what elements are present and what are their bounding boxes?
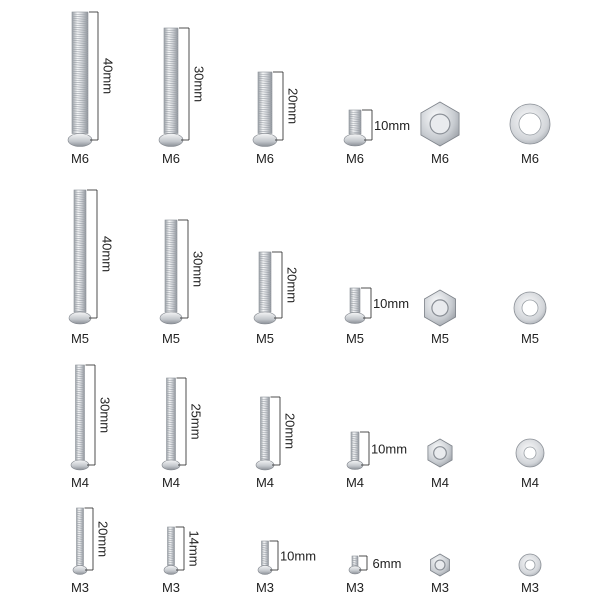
length-bracket [177, 378, 187, 465]
bolt [346, 556, 401, 595]
washer-hole [519, 113, 541, 135]
bolt [71, 365, 113, 490]
length-label: 20mm [284, 266, 300, 304]
size-label: M6 [255, 151, 275, 166]
size-label: M6 [161, 151, 181, 166]
length-bracket [270, 541, 279, 570]
bolt [162, 378, 204, 490]
bolt-head [162, 460, 180, 470]
flat-washer [510, 104, 550, 166]
length-label: 6mm [372, 556, 402, 571]
length-label: 10mm [279, 548, 317, 564]
bolt-head [344, 134, 366, 146]
bolt-head [253, 134, 277, 147]
length-label: 20mm [95, 520, 111, 558]
bolt [68, 12, 116, 166]
bolt [71, 508, 111, 595]
length-label: 30mm [191, 65, 207, 103]
size-label: M3 [161, 580, 181, 595]
length-bracket [179, 28, 189, 140]
length-label: 20mm [282, 412, 298, 450]
length-bracket [89, 12, 98, 140]
hex-nut [431, 554, 450, 595]
nut-size-label: M5 [430, 331, 450, 346]
nut-size-label: M6 [430, 151, 450, 166]
washer-size-label: M6 [520, 151, 540, 166]
washer-hole [522, 300, 538, 316]
bolt-head [69, 312, 91, 324]
length-bracket [273, 72, 283, 140]
bolt-head [345, 313, 365, 324]
length-bracket [361, 288, 371, 318]
flat-washer [514, 292, 546, 346]
size-label: M3 [345, 580, 365, 595]
bolt [345, 288, 409, 346]
nut-hole [435, 560, 445, 570]
bolt [69, 190, 115, 346]
length-label: 10mm [370, 441, 408, 457]
washer-size-label: M4 [520, 475, 540, 490]
length-bracket [176, 527, 185, 570]
length-bracket [362, 110, 372, 140]
bolt-head [164, 566, 178, 575]
bolt-shaft [262, 541, 269, 566]
row-m5 [69, 190, 546, 346]
bolt [256, 397, 298, 490]
flat-washer [516, 439, 544, 490]
flat-washer [519, 554, 541, 595]
bolt-head [160, 312, 182, 324]
size-label: M6 [70, 151, 90, 166]
length-bracket [85, 508, 94, 570]
bolt [254, 252, 300, 346]
bolt-head [73, 566, 87, 575]
size-label: M4 [161, 475, 181, 490]
row-m3 [71, 508, 541, 595]
length-bracket [178, 220, 188, 318]
size-label: M3 [70, 580, 90, 595]
size-label: M4 [255, 475, 275, 490]
length-label: 40mm [99, 235, 115, 273]
length-label: 10mm [373, 118, 411, 133]
hex-nut [424, 290, 455, 346]
bolt [159, 28, 207, 166]
bolt [253, 72, 301, 166]
bolt-head [256, 460, 274, 470]
bolt-head [68, 134, 92, 147]
hex-nut [421, 102, 459, 166]
length-label: 20mm [285, 87, 301, 125]
bolt [162, 527, 202, 595]
bolt [160, 220, 206, 346]
length-label: 10mm [372, 296, 410, 311]
size-label: M3 [255, 580, 275, 595]
length-bracket [272, 252, 282, 318]
length-label: 14mm [186, 530, 202, 567]
bolt [256, 541, 316, 595]
length-bracket [86, 365, 96, 465]
hex-nut [428, 439, 452, 490]
size-label: M6 [345, 151, 365, 166]
row-m4 [71, 365, 544, 490]
bolt-head [254, 312, 276, 324]
size-label: M4 [70, 475, 90, 490]
length-label: 40mm [100, 57, 116, 95]
size-label: M5 [70, 331, 90, 346]
nut-size-label: M4 [430, 475, 450, 490]
bolt-shaft [167, 378, 176, 460]
nut-hole [430, 114, 450, 134]
nut-hole [434, 447, 447, 460]
length-bracket [87, 190, 97, 318]
size-label: M5 [345, 331, 365, 346]
bolt-shaft [350, 288, 360, 313]
length-label: 30mm [190, 250, 206, 288]
washer-size-label: M5 [520, 331, 540, 346]
bolt [344, 110, 410, 166]
length-bracket [271, 397, 281, 465]
size-label: M4 [345, 475, 365, 490]
bolt-shaft [76, 365, 85, 460]
length-label: 25mm [188, 403, 204, 440]
row-m6 [68, 12, 550, 166]
washer-hole [524, 447, 536, 459]
bolt-head [159, 134, 183, 147]
nut-hole [432, 300, 448, 316]
size-label: M5 [161, 331, 181, 346]
washer-hole [525, 560, 535, 570]
bolt [346, 432, 407, 490]
size-label: M5 [255, 331, 275, 346]
nut-size-label: M3 [430, 580, 450, 595]
bolt-head [347, 461, 363, 470]
bolt-head [71, 460, 89, 470]
washer-size-label: M3 [520, 580, 540, 595]
bolt-head [258, 566, 272, 575]
length-bracket [360, 432, 369, 465]
length-label: 30mm [97, 396, 113, 434]
